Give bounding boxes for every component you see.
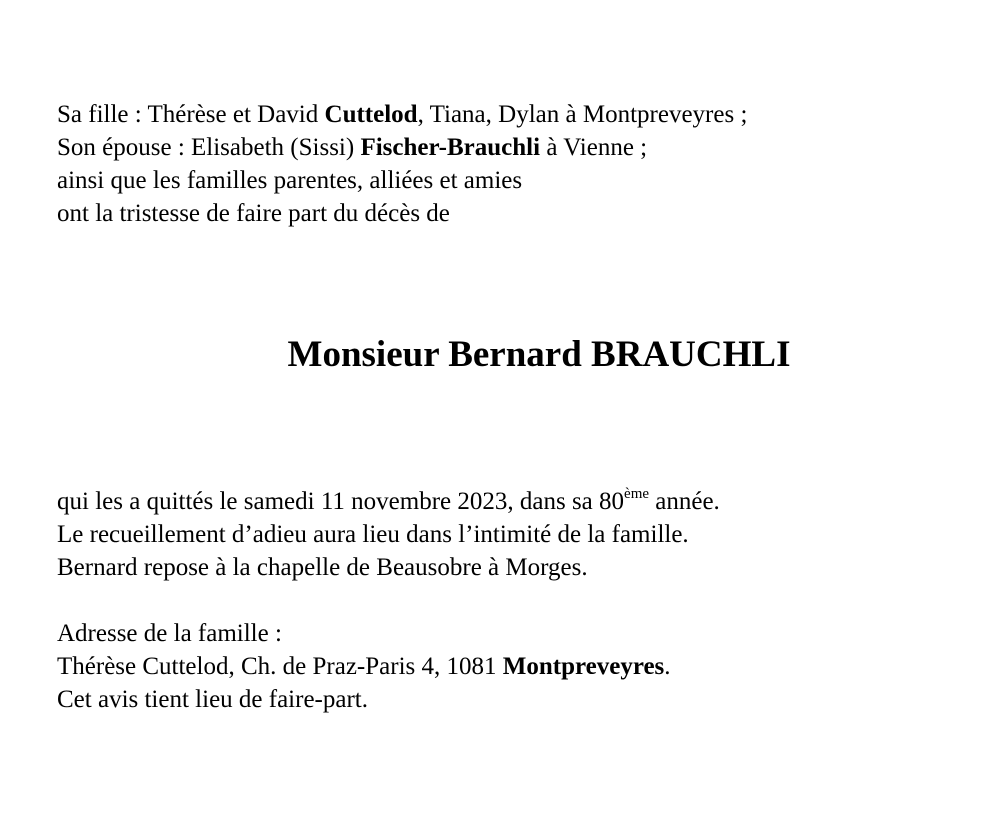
relatives-line: ainsi que les familles parentes, alliées et amies [57, 167, 523, 194]
ordinal-superscript: ème [624, 486, 650, 502]
spouse-surname: Fischer-Brauchli [360, 134, 541, 161]
address-suffix: . [664, 653, 671, 680]
family-announcement [57, 98, 747, 230]
sorrow-line: ont la tristesse de faire part du décès de [57, 200, 450, 227]
closing-line: Cet avis tient lieu de faire-part. [57, 686, 368, 713]
deceased-name: Monsieur Bernard BRAUCHLI [287, 334, 791, 375]
address-line [57, 650, 671, 683]
daughter-line [57, 98, 747, 131]
family-address [57, 617, 671, 716]
death-details [57, 485, 720, 584]
death-date-line [57, 485, 720, 518]
daughter-surname: Cuttelod [324, 101, 418, 128]
ceremony-line: Le recueillement d’adieu aura lieu dans l’intimité de la famille. [57, 521, 689, 548]
spouse-line-prefix: Son épouse : Elisabeth (Sissi) [57, 134, 361, 161]
spouse-line [57, 131, 747, 164]
address-prefix: Thérèse Cuttelod, Ch. de Praz-Paris 4, 1081 [57, 653, 503, 680]
death-date-suffix: année. [649, 488, 720, 515]
address-town: Montpreveyres [502, 653, 665, 680]
daughter-line-prefix: Sa fille : Thérèse et David [57, 101, 325, 128]
resting-place-line: Bernard repose à la chapelle de Beausobre à Morges. [57, 554, 588, 581]
address-heading: Adresse de la famille : [57, 620, 282, 647]
spouse-line-suffix: à Vienne ; [540, 134, 648, 161]
death-date-prefix: qui les a quittés le samedi 11 novembre 2023, dans sa 80 [57, 488, 625, 515]
daughter-line-suffix: , Tiana, Dylan à Montpreveyres ; [417, 101, 748, 128]
